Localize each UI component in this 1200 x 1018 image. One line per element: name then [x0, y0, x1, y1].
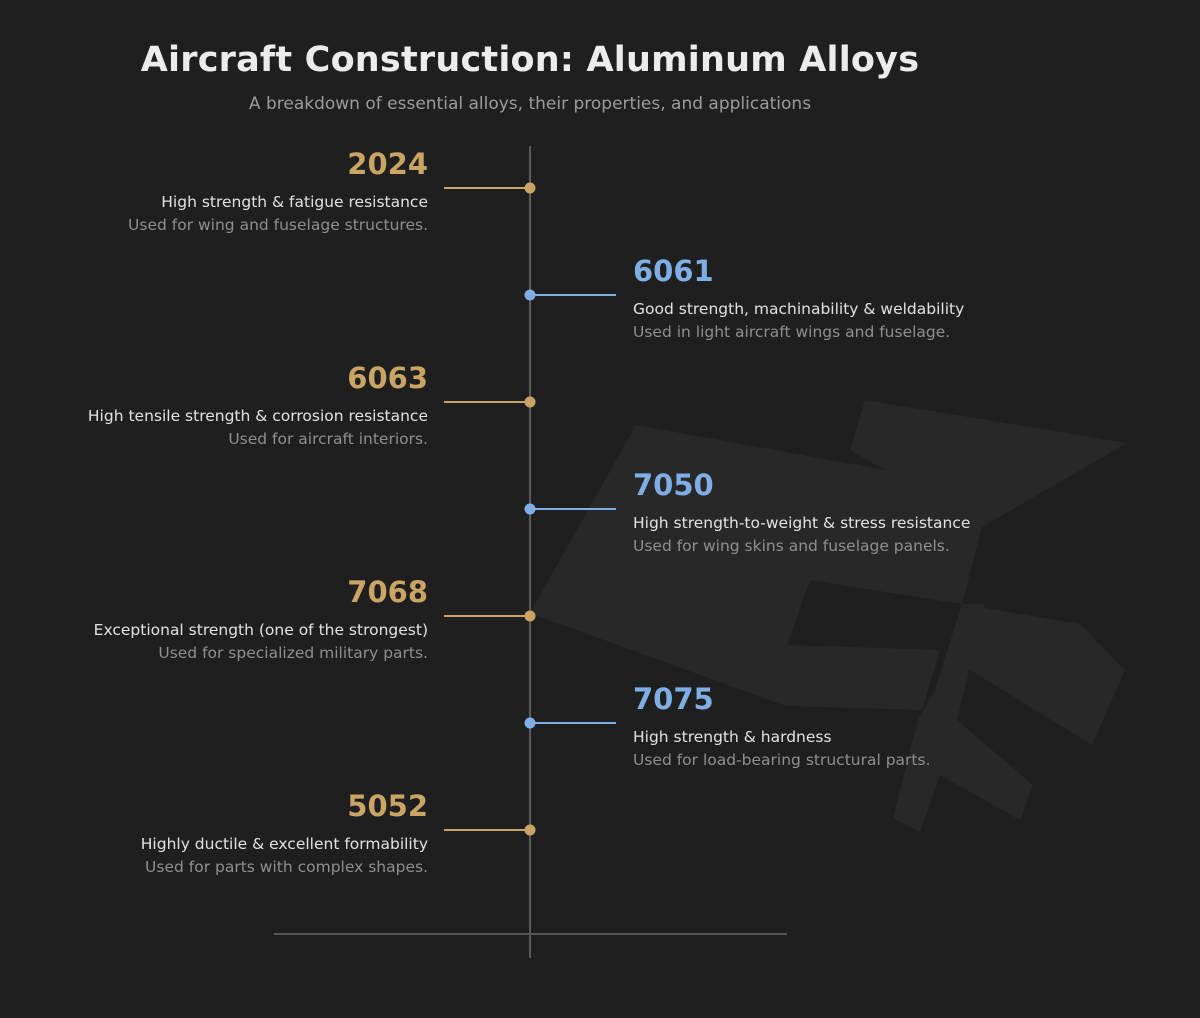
timeline-dot [525, 183, 536, 194]
alloy-code: 6063 [347, 361, 428, 395]
alloy-entry-7068 [28, 574, 428, 664]
alloy-use: Used for aircraft interiors. [228, 430, 428, 448]
alloy-property: Highly ductile & excellent formability [140, 835, 428, 853]
page-subtitle: A breakdown of essential alloys, their properties, and applications [248, 94, 812, 114]
alloy-use: Used for specialized military parts. [158, 644, 428, 662]
alloy-property: Good strength, machinability & weldability [633, 300, 965, 318]
alloy-entry-5052 [28, 788, 428, 878]
alloy-code: 5052 [347, 789, 428, 823]
alloy-code: 2024 [347, 147, 428, 181]
alloy-entry-6063 [28, 360, 428, 450]
timeline-dot [525, 825, 536, 836]
alloy-entry-6061 [633, 253, 1033, 343]
alloy-code: 7075 [633, 682, 714, 716]
page-title: Aircraft Construction: Aluminum Alloys [140, 40, 920, 80]
alloy-use: Used in light aircraft wings and fuselage. [633, 323, 951, 341]
alloy-property: High strength & hardness [633, 728, 832, 746]
alloy-use: Used for parts with complex shapes. [145, 858, 428, 876]
alloy-use: Used for wing skins and fuselage panels. [633, 537, 950, 555]
alloy-entry-7050 [633, 467, 1033, 557]
alloy-code: 6061 [633, 254, 714, 288]
timeline-dot [525, 290, 536, 301]
alloy-property: Exceptional strength (one of the strongest) [93, 621, 428, 639]
timeline-dot [525, 611, 536, 622]
alloy-entry-2024 [28, 146, 428, 236]
alloy-property: High strength-to-weight & stress resistance [633, 514, 971, 532]
alloy-code: 7050 [633, 468, 714, 502]
alloy-code: 7068 [347, 575, 428, 609]
alloy-property: High tensile strength & corrosion resistance [87, 407, 428, 425]
alloy-property: High strength & fatigue resistance [161, 193, 428, 211]
alloy-entry-7075 [633, 681, 1033, 771]
alloy-use: Used for load-bearing structural parts. [633, 751, 931, 769]
alloy-use: Used for wing and fuselage structures. [128, 216, 428, 234]
timeline-dot [525, 718, 536, 729]
timeline-dot [525, 397, 536, 408]
timeline-dot [525, 504, 536, 515]
